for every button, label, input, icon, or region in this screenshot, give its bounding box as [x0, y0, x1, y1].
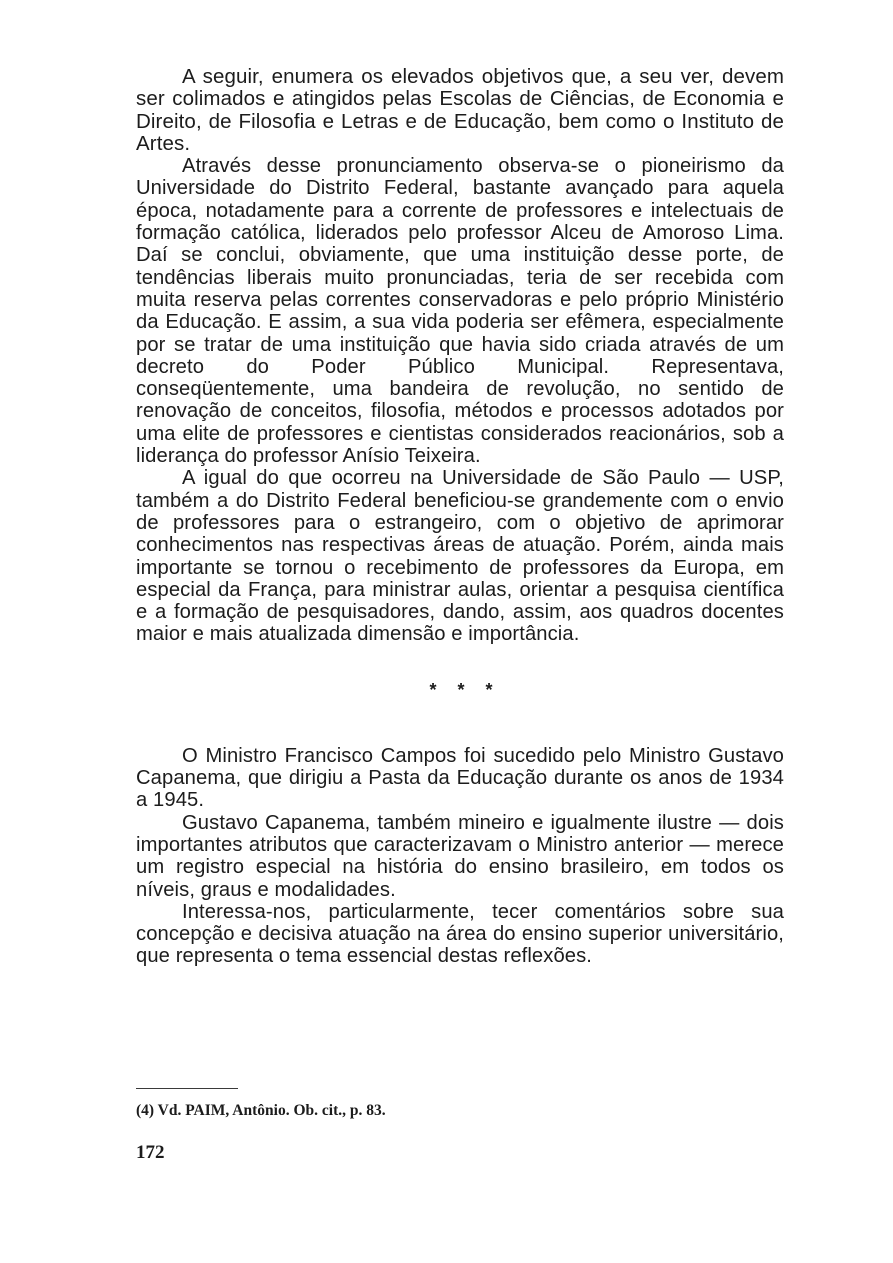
section-universidade-distrito-federal: [136, 66, 784, 646]
book-page-body: [136, 66, 784, 968]
section-gustavo-capanema: [136, 745, 784, 968]
paragraph: A igual do que ocorreu na Universidade de São Paulo — USP, também a do Distrito Federal beneficiou-se grandemente com o envio de professores para o estrangeiro, com o objetivo de aprimorar conhecimentos nas respectivas áreas de atuação. Porém, ainda mais importante se tornou o recebimento de professores da Europa, em especial da França, para ministrar aulas, orientar a pesquisa científica e a formação de pesquisadores, dando, assim, aos quadros docentes maior e mais atualizada dimensão e importância.: [136, 467, 784, 646]
paragraph: O Ministro Francisco Campos foi sucedido pelo Ministro Gustavo Capanema, que dirigiu a Pasta da Educação durante os anos de 1934 a 1945.: [136, 744, 784, 812]
section-separator: * * *: [429, 679, 501, 700]
page-number: 172: [136, 1142, 165, 1163]
paragraph: Através desse pronunciamento observa-se o pioneirismo da Universidade do Distrito Federal, bastante avançado para aquela época, notadamente para a corrente de professores e intelectuais de formação católica, liderados pelo professor Alceu de Amoroso Lima. Daí se conclui, obviamente, que uma instituição desse porte, de tendências liberais muito pronunciadas, teria de ser recebida com muita reserva pelas correntes conservadoras e pelo próprio Ministério da Educação. E assim, a sua vida poderia ser efêmera, especialmente por se tratar de uma instituição que havia sido criada através de um decreto do Poder Público Municipal. Representava, conseqüentemente, uma bandeira de revolução, no sentido de renovação de conceitos, filosofia, métodos e processos adotados por uma elite de professores e cientistas considerados reacionários, sob a liderança do professor Anísio Teixeira.: [136, 155, 784, 468]
paragraph: Gustavo Capanema, também mineiro e igualmente ilustre — dois importantes atributos que caracterizavam o Ministro anterior — merece um registro especial na história do ensino brasileiro, em todos os níveis, graus e modalidades.: [136, 811, 784, 901]
paragraph: Interessa-nos, particularmente, tecer comentários sobre sua concepção e decisiva atuação na área do ensino superior universitário, que representa o tema essencial destas reflexões.: [136, 900, 784, 968]
paragraph: A seguir, enumera os elevados objetivos que, a seu ver, devem ser colimados e atingidos pelas Escolas de Ciências, de Economia e Direito, de Filosofia e Letras e de Educação, bem como o Instituto de Artes.: [136, 65, 784, 155]
footnote-divider: [136, 1088, 238, 1089]
footnote: (4) Vd. PAIM, Antônio. Ob. cit., p. 83.: [136, 1102, 386, 1119]
